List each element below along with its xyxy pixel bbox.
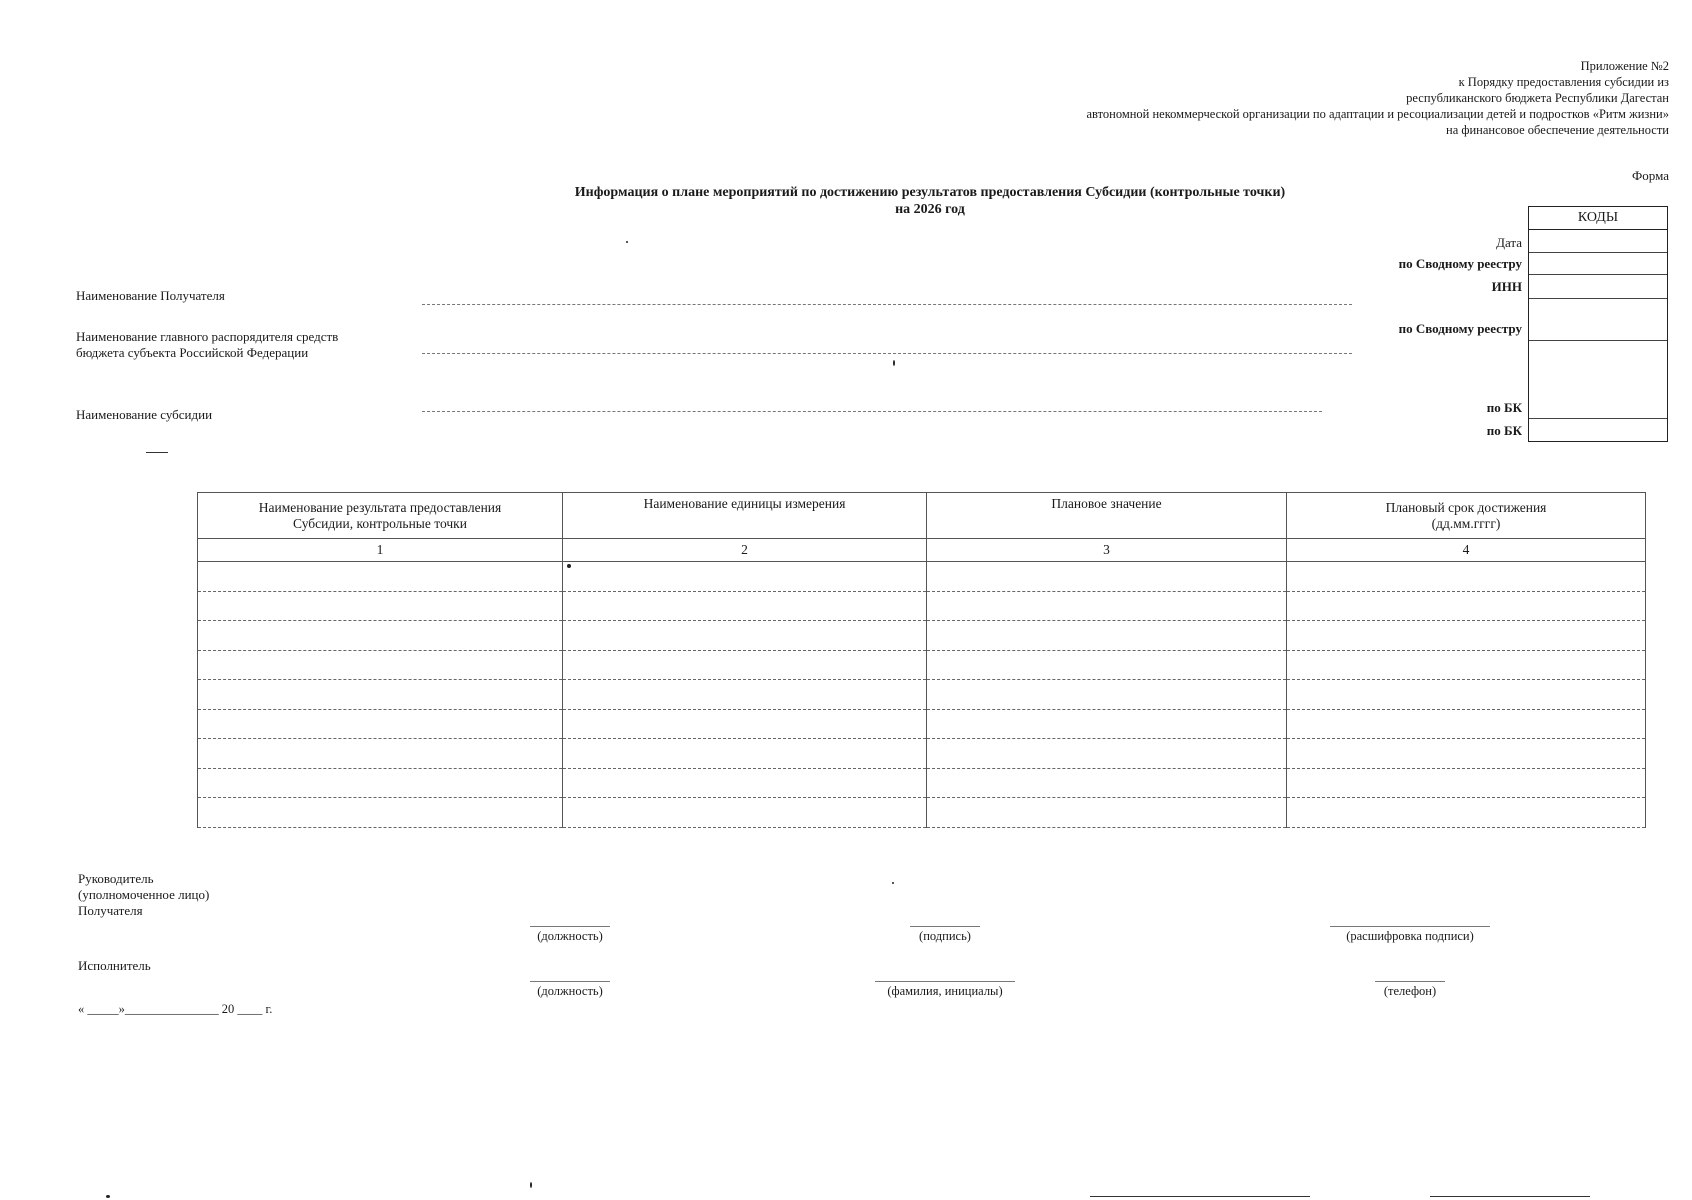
- table-number-row: [198, 539, 1646, 562]
- table-cell[interactable]: [563, 680, 927, 710]
- table-cell[interactable]: [1287, 650, 1646, 680]
- table-cell[interactable]: [1287, 768, 1646, 798]
- exec-phone-field[interactable]: [1375, 981, 1445, 982]
- table-cell[interactable]: [563, 650, 927, 680]
- table-cell[interactable]: [927, 768, 1287, 798]
- table-cell[interactable]: [563, 621, 927, 651]
- code-label-bk2: по БК: [1486, 423, 1522, 438]
- table-cell[interactable]: [563, 591, 927, 621]
- table-cell[interactable]: [1287, 739, 1646, 769]
- table-cell[interactable]: [198, 798, 563, 828]
- manager-label: [76, 329, 338, 361]
- code-label-svod1: по Сводному реестру: [1398, 256, 1522, 271]
- table-row: [198, 680, 1646, 710]
- table-cell[interactable]: [198, 562, 563, 592]
- table-cell[interactable]: [198, 680, 563, 710]
- title-line-2: на 2026 год: [895, 202, 965, 217]
- head-position-caption: (должность): [537, 929, 603, 943]
- scan-artifact-line: [1090, 1196, 1310, 1197]
- head-decoding-field[interactable]: [1330, 926, 1490, 927]
- form-label: Форма: [1632, 168, 1669, 183]
- head-decoding-caption: (расшифровка подписи): [1346, 929, 1474, 943]
- table-cell[interactable]: [927, 621, 1287, 651]
- head-label-line-3: Получателя: [78, 903, 143, 918]
- code-label-date: Дата: [1496, 235, 1522, 250]
- col-header-line: Плановое значение: [1051, 496, 1162, 511]
- table-cell[interactable]: [927, 680, 1287, 710]
- col-header-line: Наименование единицы измерения: [643, 496, 846, 511]
- recipient-field[interactable]: [422, 304, 1352, 305]
- table-cell[interactable]: [927, 562, 1287, 592]
- table-cell[interactable]: [1287, 709, 1646, 739]
- table-header-row: [198, 493, 1646, 539]
- table-cell[interactable]: [198, 621, 563, 651]
- col-number: 3: [927, 539, 1287, 562]
- table-cell[interactable]: [927, 709, 1287, 739]
- recipient-label: Наименование Получателя: [76, 288, 225, 303]
- head-position-field[interactable]: [530, 926, 610, 927]
- table-cell[interactable]: [563, 768, 927, 798]
- head-label-line-2: (уполномоченное лицо): [78, 887, 210, 902]
- appendix-line: Приложение №2: [1580, 59, 1669, 73]
- table-cell[interactable]: [198, 591, 563, 621]
- scan-artifact-line: [1430, 1196, 1590, 1197]
- code-cell-svod1[interactable]: [1529, 252, 1667, 275]
- exec-name-field[interactable]: [875, 981, 1015, 982]
- table-cell[interactable]: [1287, 621, 1646, 651]
- col-number: 1: [198, 539, 563, 562]
- code-cell-bk1[interactable]: [1529, 340, 1667, 419]
- code-cell-svod2[interactable]: [1529, 298, 1667, 341]
- table-cell[interactable]: [1287, 798, 1646, 828]
- appendix-line: к Порядку предоставления субсидии из: [1458, 75, 1669, 89]
- table-row: [198, 768, 1646, 798]
- table-row: [198, 709, 1646, 739]
- title-line-1: Информация о плане мероприятий по достижению результатов предоставления Субсидии (контрольные точки): [574, 185, 1286, 200]
- table-cell[interactable]: [198, 650, 563, 680]
- code-cell-date[interactable]: [1529, 229, 1667, 253]
- exec-position-caption: (должность): [537, 984, 603, 998]
- table-cell[interactable]: [563, 562, 927, 592]
- col-header-line: Плановый срок достижения: [1385, 499, 1547, 515]
- col-header-unit: [563, 493, 927, 539]
- table-row: [198, 591, 1646, 621]
- table-cell[interactable]: [563, 798, 927, 828]
- scan-speck: [892, 882, 894, 884]
- scan-speck: [626, 241, 628, 243]
- short-dash: [146, 452, 168, 453]
- table-row: [198, 650, 1646, 680]
- appendix-header: [1086, 58, 1669, 138]
- table-cell[interactable]: [198, 709, 563, 739]
- table-cell[interactable]: [198, 768, 563, 798]
- table-row: [198, 562, 1646, 592]
- codes-box: [1528, 206, 1668, 442]
- code-label-bk1: по БК: [1486, 400, 1522, 415]
- manager-label-line-1: Наименование главного распорядителя средств: [76, 329, 339, 344]
- exec-position-field[interactable]: [530, 981, 610, 982]
- head-label: [78, 871, 209, 919]
- appendix-line: автономной некоммерческой организации по адаптации и ресоциализации детей и подростков «Ритм жизни»: [1086, 107, 1669, 121]
- table-cell[interactable]: [563, 709, 927, 739]
- scan-speck: [567, 564, 571, 568]
- table-cell[interactable]: [927, 739, 1287, 769]
- table-cell[interactable]: [1287, 562, 1646, 592]
- head-signature-field[interactable]: [910, 926, 980, 927]
- table-cell[interactable]: [1287, 680, 1646, 710]
- col-header-line: Наименование результата предоставления: [258, 499, 502, 515]
- table-cell[interactable]: [1287, 591, 1646, 621]
- executor-label: Исполнитель: [78, 958, 151, 973]
- table-row: [198, 739, 1646, 769]
- col-number: 2: [563, 539, 927, 562]
- exec-name-caption: (фамилия, инициалы): [887, 984, 1003, 998]
- code-cell-bk2[interactable]: [1529, 418, 1667, 440]
- table-cell[interactable]: [927, 798, 1287, 828]
- col-header-plan-date: [1287, 493, 1646, 539]
- scan-speck: [106, 1195, 110, 1198]
- code-cell-inn[interactable]: [1529, 274, 1667, 299]
- table-row: [198, 621, 1646, 651]
- document-title: [460, 184, 1400, 218]
- table-row: [198, 798, 1646, 828]
- appendix-line: республиканского бюджета Республики Дагестан: [1406, 91, 1669, 105]
- subsidy-field[interactable]: [422, 411, 1322, 412]
- col-header-line: Субсидии, контрольные точки: [293, 515, 467, 531]
- date-field[interactable]: « _____»_______________ 20 ____ г.: [78, 1002, 273, 1016]
- manager-field[interactable]: [422, 353, 1352, 354]
- scan-speck: [530, 1182, 532, 1188]
- code-label-inn: ИНН: [1491, 279, 1522, 294]
- col-header-plan-value: [927, 493, 1287, 539]
- codes-header: КОДЫ: [1529, 207, 1667, 230]
- col-header-result: [198, 493, 563, 539]
- exec-phone-caption: (телефон): [1383, 984, 1437, 998]
- control-points-table: [197, 492, 1646, 828]
- table-cell[interactable]: [198, 739, 563, 769]
- subsidy-label: Наименование субсидии: [76, 407, 213, 422]
- col-header-line: (дд.мм.гггг): [1431, 515, 1501, 531]
- col-number: 4: [1287, 539, 1646, 562]
- head-signature-caption: (подпись): [919, 929, 971, 943]
- scan-speck: [893, 360, 895, 366]
- table-cell[interactable]: [927, 650, 1287, 680]
- code-label-svod2: по Сводному реестру: [1398, 321, 1522, 336]
- manager-label-line-2: бюджета субъекта Российской Федерации: [76, 345, 309, 360]
- table-cell[interactable]: [563, 739, 927, 769]
- table-cell[interactable]: [927, 591, 1287, 621]
- head-label-line-1: Руководитель: [78, 871, 154, 886]
- appendix-line: на финансовое обеспечение деятельности: [1446, 123, 1669, 137]
